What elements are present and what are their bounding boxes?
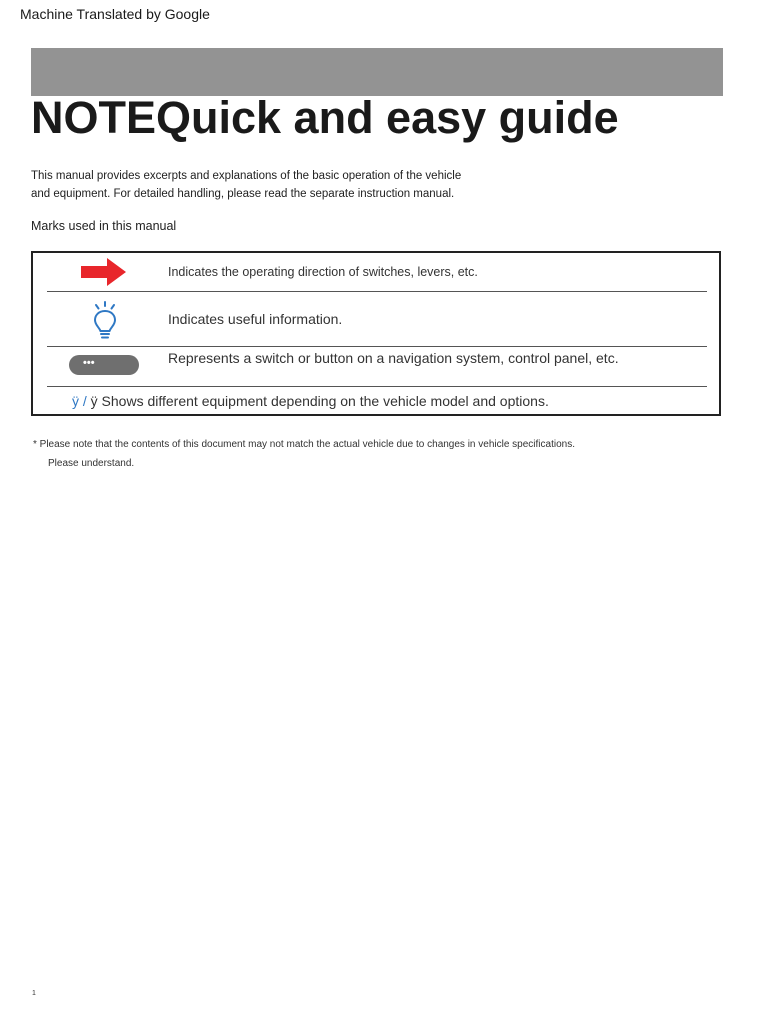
intro-paragraph [31, 167, 551, 203]
equipment-symbol-blue: ÿ / [72, 393, 91, 409]
mark-text-button: Represents a switch or button on a navigation system, control panel, etc. [168, 350, 619, 366]
mark-row-arrow [47, 253, 707, 292]
nav-button-icon [69, 355, 139, 375]
mark-row-bulb [47, 291, 707, 347]
mark-row-equipment [72, 393, 549, 409]
nav-button-shape [69, 355, 139, 375]
marks-heading: Marks used in this manual [31, 219, 177, 233]
mark-text-equipment: Shows different equipment depending on the vehicle model and options. [97, 393, 549, 409]
page-title: NOTEQuick and easy guide [31, 92, 619, 143]
footnote [33, 435, 575, 473]
intro-line-1: This manual provides excerpts and explanations of the basic operation of the vehicle [31, 170, 462, 182]
machine-translation-banner: Machine Translated by Google [20, 6, 210, 22]
mark-row-button [47, 346, 707, 387]
header-bar [31, 48, 723, 96]
mark-text-bulb: Indicates useful information. [168, 311, 343, 327]
footnote-line-1: * Please note that the contents of this document may not match the actual vehicle due to changes in vehicle specifications. [33, 439, 575, 450]
intro-line-2: and equipment. For detailed handling, please read the separate instruction manual. [31, 188, 455, 200]
equipment-symbol-black: ÿ [90, 393, 98, 409]
lightbulb-icon [92, 301, 118, 348]
footnote-line-2: Please understand. [48, 458, 135, 469]
marks-legend-box [31, 251, 721, 416]
mark-text-arrow: Indicates the operating direction of switches, levers, etc. [168, 265, 478, 279]
red-arrow-icon [81, 257, 127, 292]
page-number: 1 [32, 990, 36, 997]
nav-button-dots: ••• [83, 357, 95, 369]
